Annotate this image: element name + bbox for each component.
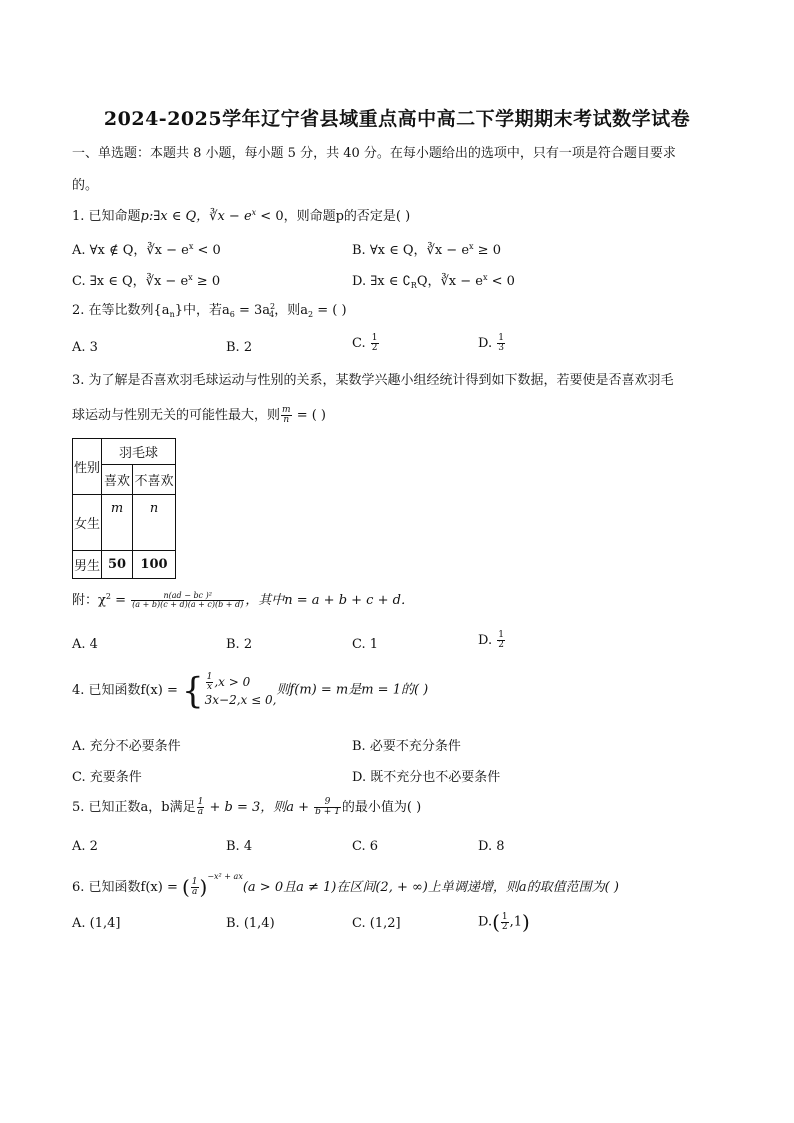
q3-stem-line2-text: 球运动与性别无关的可能性最大，则	[72, 408, 281, 423]
q3-stem-line2-end: = ( )	[292, 408, 326, 423]
q3-note-sup: 2	[105, 592, 111, 601]
table-col-like: 喜欢	[102, 465, 133, 495]
q6-option-b[interactable]: B. (1,4)	[226, 916, 275, 931]
q3-note-end: ，其中n = a + b + c + d．	[245, 593, 414, 608]
q1-option-d-sub: R	[410, 281, 417, 290]
q2-stem-sub1: n	[169, 310, 175, 319]
q3-option-b[interactable]: B. 2	[226, 637, 253, 652]
q3-formula-note	[72, 592, 414, 609]
q1-option-a[interactable]	[72, 239, 221, 258]
q4-stem	[72, 669, 429, 712]
q1-option-d-sup: x	[482, 273, 488, 282]
q3-note-chi: 附：χ	[72, 593, 106, 608]
q2-stem-e: = ( )	[313, 303, 347, 318]
q1-option-a-text: A. ∀x ∉ Q，∛x − e	[72, 243, 189, 258]
q3-option-d-label: D.	[478, 633, 493, 648]
q5-fraction-1: $\frac{1}{a}$	[197, 797, 204, 817]
q2-stem	[72, 302, 347, 320]
table-cell-100: 100	[133, 551, 176, 579]
q3-option-d[interactable]	[478, 631, 506, 650]
q5-fraction-2: $\frac{9}{b + 1}$	[315, 797, 340, 817]
q5-stem-a: 5. 已知正数a，b满足	[72, 800, 196, 815]
q6-stem-a: 6. 已知函数f(x) =	[72, 880, 182, 895]
q1-option-d-text: D. ∃x ∈ ∁	[352, 274, 411, 289]
q2-option-c-fraction: $\frac{1}{2}$	[371, 333, 378, 353]
q1-option-d-end: < 0	[487, 274, 515, 289]
q6-exponent: −x² + ax	[207, 872, 243, 881]
q5-option-c[interactable]: C. 6	[352, 839, 379, 854]
q2-option-d-label: D.	[478, 336, 493, 351]
table-row-female: 女生	[73, 495, 102, 551]
q6-stem-b: (a > 0且a ≠ 1)在区间(2, + ∞)上单调递增，则a的取值范围为( )	[242, 880, 619, 895]
q4-option-d[interactable]: D. 既不充分也不必要条件	[352, 770, 501, 785]
q3-stem-line1: 3. 为了解是否喜欢羽毛球运动与性别的关系，某数学兴趣小组经统计得到如下数据，若要使是否喜欢羽毛	[72, 373, 674, 388]
q1-stem-text: 1. 已知命题	[72, 209, 141, 224]
q1-option-c[interactable]	[72, 270, 220, 289]
q2-option-c[interactable]	[352, 334, 380, 353]
q6-base-fraction: $\frac{1}{a}$	[191, 877, 198, 897]
q1-stem-math: p:∃x ∈ Q，∛x − e	[140, 209, 252, 224]
q2-stem-sup3: 2	[270, 302, 276, 311]
q4-stem-text: 4. 已知函数f(x) =	[72, 683, 182, 699]
q1-option-b-sup: x	[469, 242, 474, 251]
q6-option-a[interactable]: A. (1,4]	[72, 916, 121, 931]
q3-option-a[interactable]: A. 4	[72, 637, 98, 652]
q1-option-c-sup: x	[188, 273, 193, 282]
q2-option-b[interactable]: B. 2	[226, 340, 253, 355]
q6-option-d-label: D.	[478, 914, 493, 930]
q3-option-c[interactable]: C. 1	[352, 637, 379, 652]
q4-piecewise-brace: {	[181, 669, 204, 712]
section-instruction-line2: 的。	[72, 178, 99, 193]
table-cell-50: 50	[102, 551, 133, 579]
q1-option-a-end: < 0	[193, 243, 221, 258]
q3-stem-line2	[72, 406, 326, 425]
table-row-header: 性别	[73, 439, 102, 495]
q3-option-d-fraction: $\frac{1}{2}$	[498, 630, 504, 650]
table-cell-m: m	[102, 495, 133, 551]
q5-option-d[interactable]: D. 8	[478, 839, 505, 854]
table-col-group: 羽毛球	[102, 439, 176, 465]
q4-stem-end: 则f(m) = m是m = 1的( )	[276, 682, 429, 698]
q2-stem-b: }中，若a	[174, 303, 230, 318]
q1-option-b-text: B. ∀x ∈ Q，∛x − e	[352, 243, 470, 258]
q1-stem-end: < 0，则命题p的否定是( )	[256, 209, 411, 224]
q2-stem-d: ，则a	[274, 303, 308, 318]
table-row-male: 男生	[73, 551, 102, 579]
q2-option-d[interactable]	[478, 334, 506, 353]
q6-option-d-fraction: $\frac{1}{2}$	[501, 911, 508, 932]
q5-stem-b: + b = 3，则a +	[205, 800, 314, 815]
table-col-dislike: 不喜欢	[133, 465, 176, 495]
q1-option-b-end: ≥ 0	[473, 243, 501, 258]
q6-option-d[interactable]: D.( $\frac{1}{2}$ ,1)	[478, 910, 530, 934]
q2-option-c-label: C.	[352, 336, 366, 351]
q3-note-eq: =	[110, 593, 131, 608]
q1-option-d[interactable]	[352, 270, 515, 290]
q2-stem-a: 2. 在等比数列{a	[72, 303, 170, 318]
q3-ratio-fraction: $\frac{m}{n}$	[282, 405, 291, 425]
q1-stem-sup: x	[251, 208, 257, 217]
q4-piecewise-cases: $\frac{1}{x}$ ,x > 0 3x−2,x ≤ 0,	[204, 672, 277, 707]
q2-option-a[interactable]: A. 3	[72, 340, 98, 355]
q3-contingency-table	[72, 438, 176, 579]
q5-option-b[interactable]: B. 4	[226, 839, 253, 854]
q3-chi-fraction: $\frac{\text{n(ad − bc )²}}{(a + b)(c + d)(a + c)(b + d)}$	[132, 591, 244, 609]
q2-stem-sub3: 4	[269, 310, 275, 319]
q2-stem-c: = 3a	[234, 303, 271, 318]
q6-option-c[interactable]: C. (1,2]	[352, 916, 401, 931]
q5-stem	[72, 798, 421, 817]
q6-option-d-rest: ,1	[509, 914, 523, 930]
q1-option-c-text: C. ∃x ∈ Q，∛x − e	[72, 274, 189, 289]
page-title: 2024-2025学年辽宁省县域重点高中高二下学期期末考试数学试卷	[103, 108, 691, 130]
q2-stem-sub4: 2	[307, 310, 314, 319]
q5-stem-c: 的最小值为( )	[341, 800, 422, 815]
q4-option-c[interactable]: C. 充要条件	[72, 770, 142, 785]
q6-stem: 6. 已知函数f(x) = ( $\frac{1}{a}$ )$^{-x^2 + ax}$(a > 0且a ≠ 1)在区间(2, + ∞)上单调递增，则a的取值范围为( )	[72, 872, 619, 899]
q1-stem	[72, 208, 410, 225]
section-instruction-line1: 一、单选题：本题共 8 小题，每小题 5 分，共 40 分。在每小题给出的选项中，只有一项是符合题目要求	[72, 146, 676, 161]
q2-option-d-fraction: $\frac{1}{3}$	[498, 333, 504, 353]
q1-option-c-end: ≥ 0	[192, 274, 221, 289]
q5-option-a[interactable]: A. 2	[72, 839, 98, 854]
table-cell-n: n	[133, 495, 176, 551]
q2-stem-sub2: 6	[229, 310, 235, 319]
q1-option-d-mid: Q，∛x − e	[416, 274, 483, 289]
q4-option-b[interactable]: B. 必要不充分条件	[352, 739, 461, 754]
q4-option-a[interactable]: A. 充分不必要条件	[72, 739, 181, 754]
q1-option-a-sup: x	[188, 242, 194, 251]
q1-option-b[interactable]	[352, 239, 501, 258]
